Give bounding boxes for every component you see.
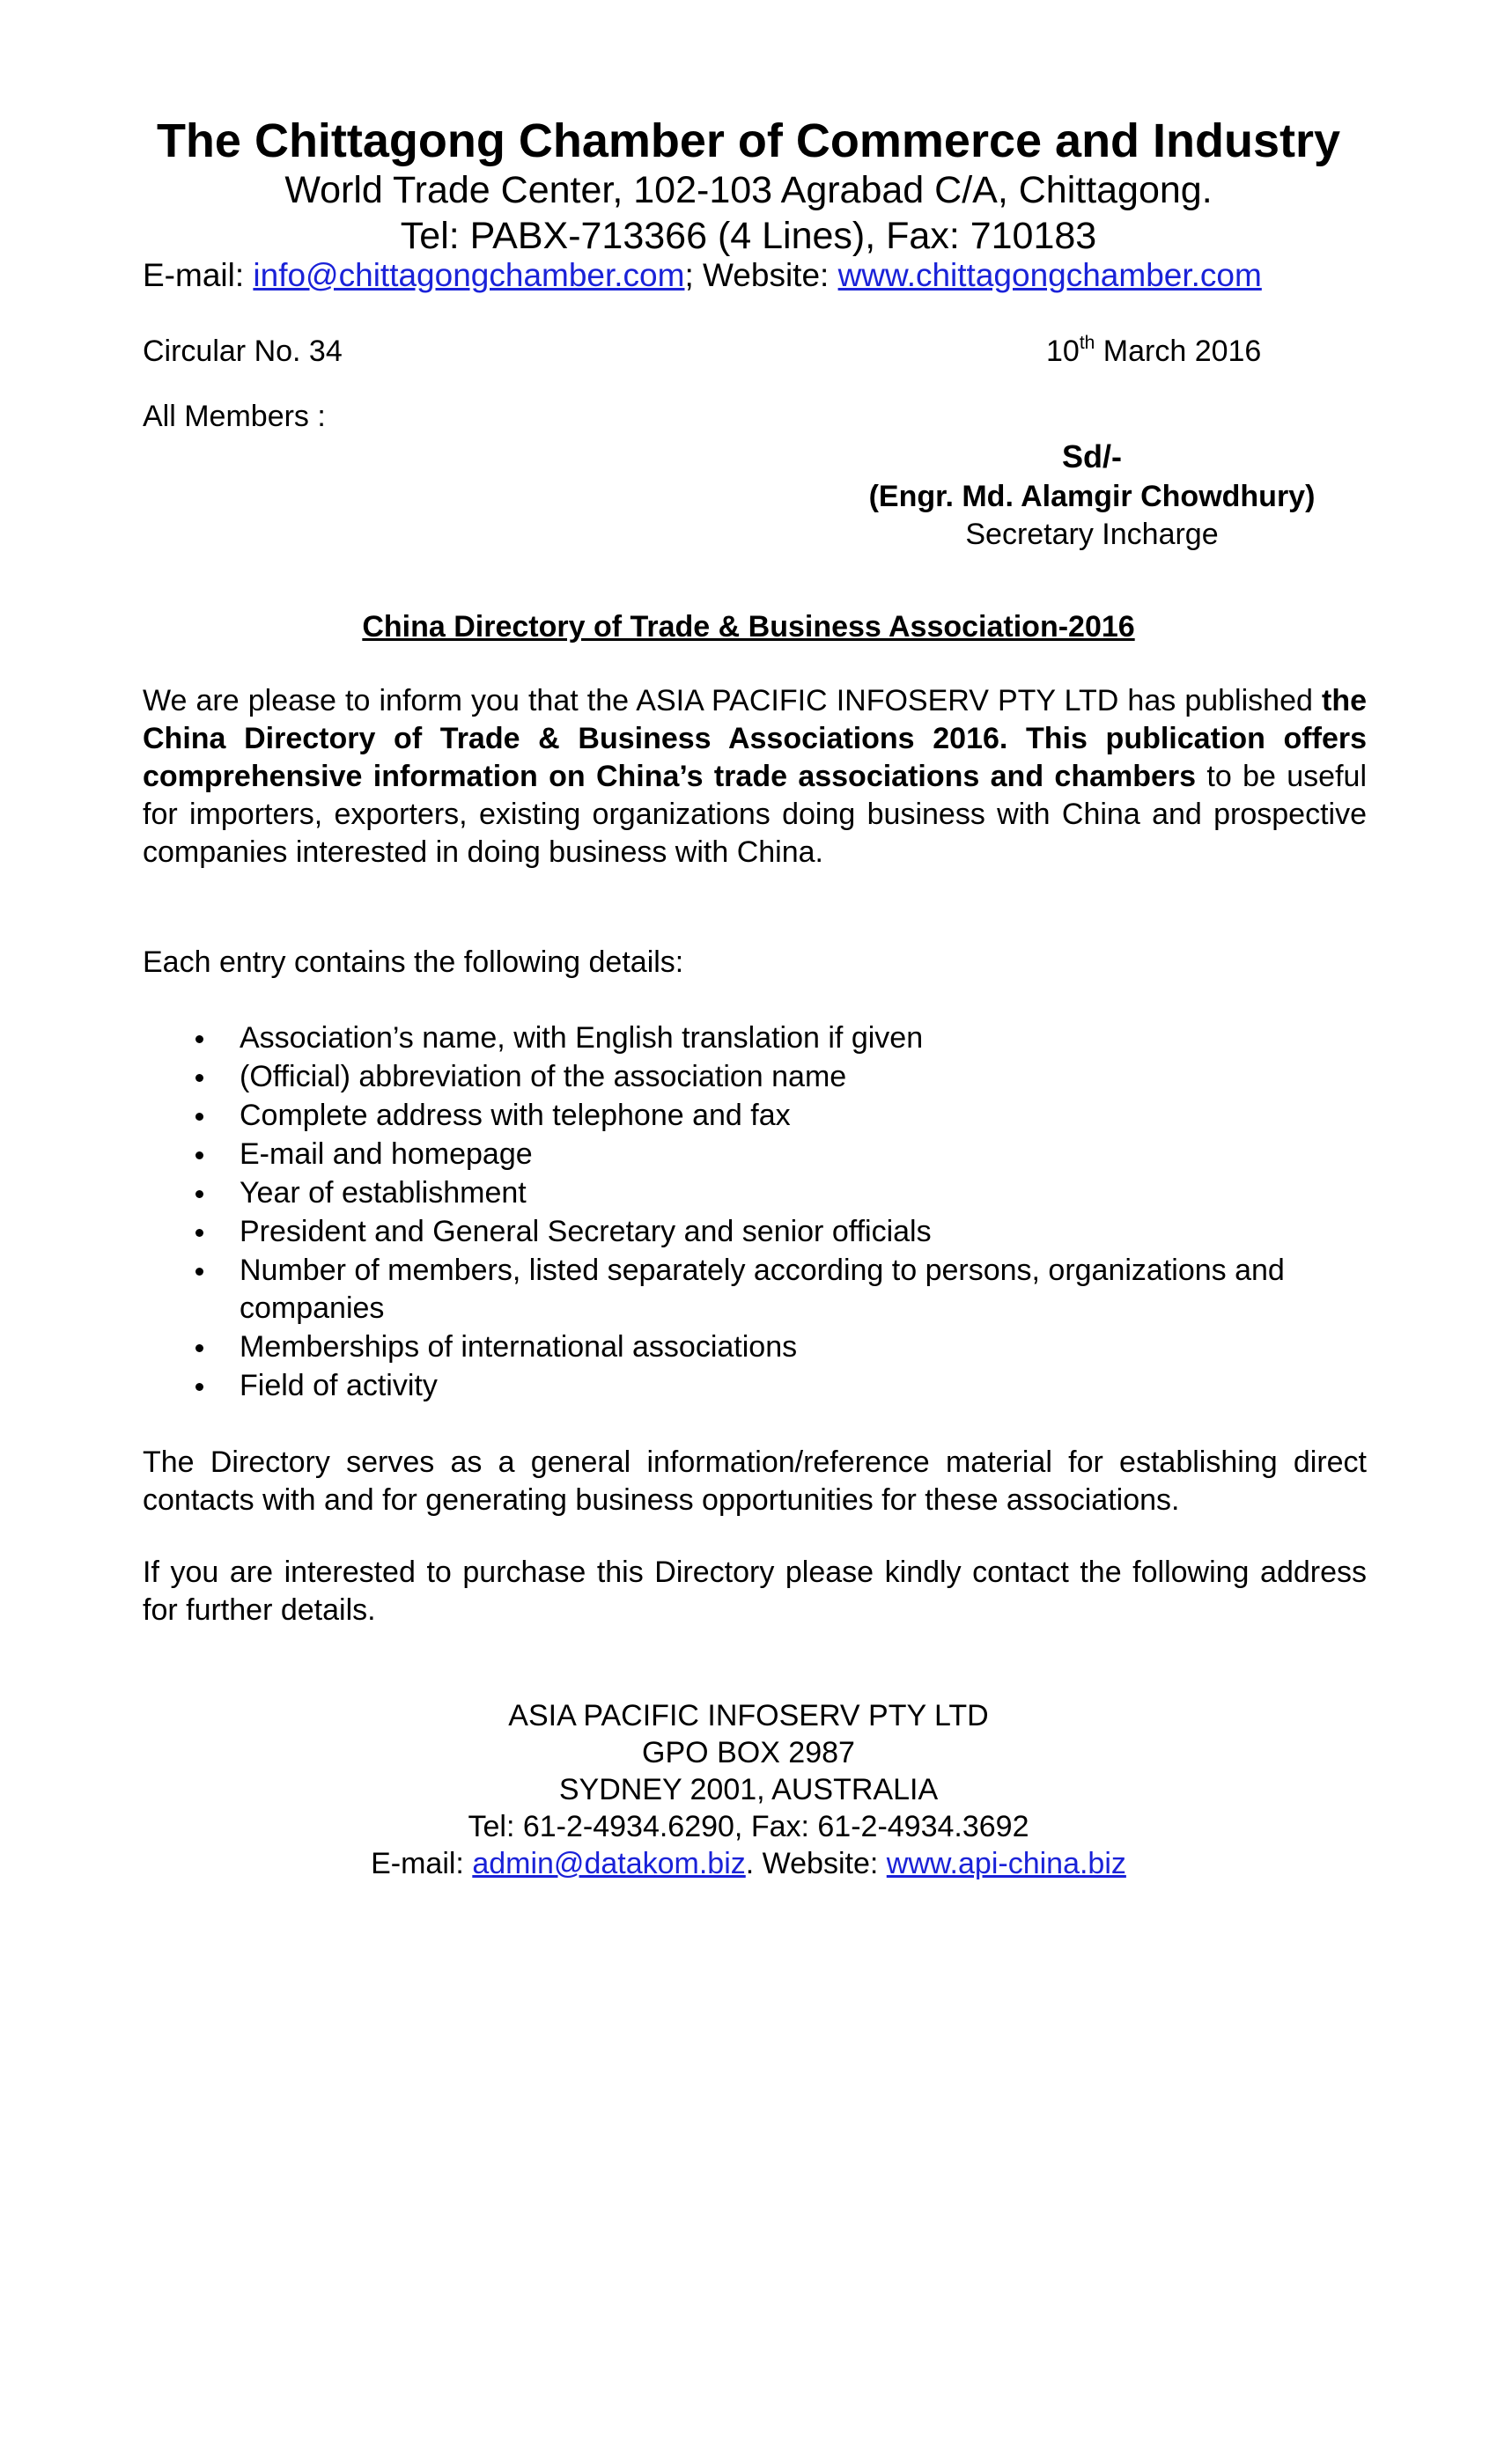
signature-mark: Sd/- (1062, 438, 1122, 474)
circular-date (1046, 333, 1261, 370)
list-item (143, 1097, 1367, 1135)
contact-po-box: GPO BOX 2987 (642, 1736, 855, 1769)
contact-phone-fax: Tel: 61-2-4934.6290, Fax: 61-2-4934.3692 (468, 1810, 1029, 1843)
signatory-name: (Engr. Md. Alamgir Chowdhury) (868, 480, 1316, 513)
bullet-icon (195, 1268, 203, 1276)
date-day: 10 (1046, 335, 1080, 368)
bullet-icon (195, 1229, 203, 1237)
list-item (143, 1213, 1367, 1251)
date-suffix: th (1079, 332, 1095, 353)
list-item-text: Year of establishment (240, 1176, 527, 1210)
circular-number: Circular No. 34 (143, 335, 343, 368)
contact-email-label: E-mail: (371, 1847, 473, 1880)
list-item-text: President and General Secretary and senior officials (240, 1215, 932, 1248)
contact-email-link[interactable]: admin@datakom.biz (472, 1847, 746, 1880)
list-item (143, 1136, 1367, 1173)
intro-text-bold: the China Directory of Trade & Business Associations 2016. This publication offers comprehensive information on China’s trade associations and chambers (143, 684, 1367, 793)
subject-heading: China Directory of Trade & Business Association-2016 (362, 610, 1135, 644)
list-item (143, 1328, 1367, 1366)
organization-contact-line (143, 255, 1375, 296)
bullet-icon (195, 1074, 203, 1082)
bullet-icon (195, 1151, 203, 1159)
chamber-email-link[interactable]: info@chittagongchamber.com (253, 257, 685, 293)
email-label: E-mail: (143, 257, 254, 293)
list-item-text: Memberships of international associations (240, 1330, 798, 1364)
entry-details-list (143, 1019, 1367, 1406)
recipients: All Members : (143, 400, 326, 433)
contact-city: SYDNEY 2001, AUSTRALIA (558, 1773, 939, 1806)
intro-text-start: We are please to inform you that the ASIA PACIFIC INFOSERV PTY LTD has published (143, 684, 1322, 717)
list-item-text: E-mail and homepage (240, 1137, 533, 1171)
intro-paragraph (143, 682, 1367, 872)
contact-website-link[interactable]: www.api-china.biz (886, 1847, 1126, 1880)
list-item (143, 1367, 1367, 1405)
date-month-year: March 2016 (1095, 335, 1262, 368)
list-item-text: Field of activity (240, 1369, 438, 1402)
contact-website-label: . Website: (745, 1847, 887, 1880)
organization-name: The Chittagong Chamber of Commerce and Industry (156, 114, 1341, 167)
organization-address: World Trade Center, 102-103 Agrabad C/A, Chittagong. (284, 169, 1213, 211)
directory-purpose-paragraph: The Directory serves as a general information/reference material for establishing direct contacts with and for generating business opportunities for these associations. (143, 1445, 1367, 1517)
list-item (143, 1252, 1367, 1328)
purchase-info-paragraph: If you are interested to purchase this Directory please kindly contact the following address for further details. (143, 1556, 1367, 1627)
list-item (143, 1174, 1367, 1212)
bullet-icon (195, 1344, 203, 1352)
website-label: ; Website: (684, 257, 838, 293)
list-item-text: (Official) abbreviation of the association name (240, 1060, 847, 1093)
bullet-icon (195, 1190, 203, 1198)
organization-phone-fax: Tel: PABX-713366 (4 Lines), Fax: 710183 (400, 215, 1097, 257)
list-item (143, 1058, 1367, 1096)
bullet-icon (195, 1383, 203, 1391)
list-item-text: Complete address with telephone and fax (240, 1099, 791, 1132)
list-item (143, 1019, 1367, 1057)
contact-email-website (132, 1845, 1365, 1882)
entry-details-intro: Each entry contains the following details: (143, 945, 684, 979)
list-item-text: Association’s name, with English translation if given (240, 1021, 924, 1055)
contact-company: ASIA PACIFIC INFOSERV PTY LTD (508, 1699, 989, 1732)
bullet-icon (195, 1035, 203, 1043)
chamber-website-link[interactable]: www.chittagongchamber.com (837, 257, 1262, 293)
bullet-icon (195, 1113, 203, 1121)
list-item-text: Number of members, listed separately according to persons, organizations and companies (240, 1254, 1285, 1325)
intro-text-end: to be useful for importers, exporters, existing organizations doing business with China and prospective companies interested in doing business with China. (143, 760, 1367, 869)
signatory-title: Secretary Incharge (965, 518, 1219, 551)
